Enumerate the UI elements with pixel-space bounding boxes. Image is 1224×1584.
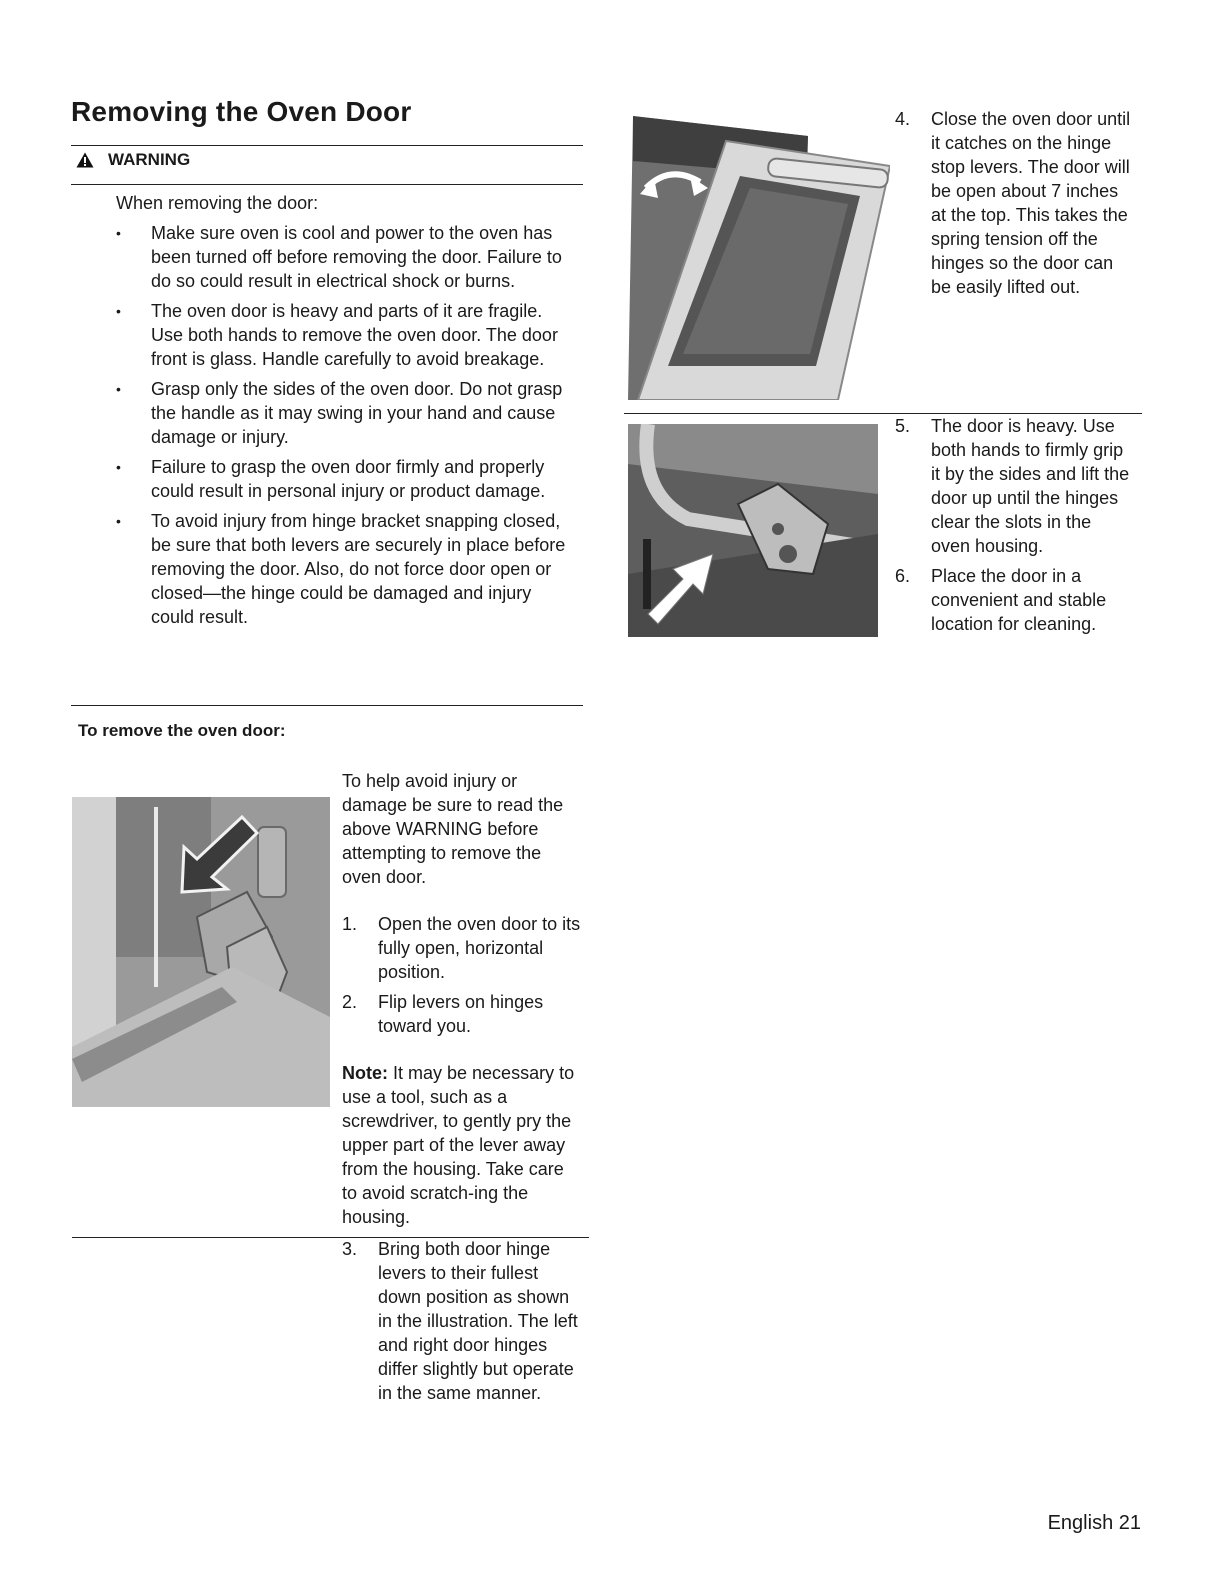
page-footer: English 21 xyxy=(1047,1512,1141,1534)
step-item xyxy=(342,1237,582,1405)
step-number: 1. xyxy=(342,914,358,934)
step-item xyxy=(342,912,587,984)
steps-list-d xyxy=(895,414,1135,642)
warning-triangle-icon xyxy=(76,152,94,168)
warning-bullet: • The oven door is heavy and parts of it are fragile. Use both hands to remove the oven door. The door front is glass. Handle carefully to avoid breakage. xyxy=(116,299,571,371)
step-number: 4. xyxy=(895,109,911,129)
step-number: 6. xyxy=(895,566,911,586)
page-title: Removing the Oven Door xyxy=(71,96,412,127)
note-label: Note: xyxy=(342,1063,388,1083)
step-item xyxy=(895,564,1135,636)
step-text: Bring both door hinge levers to their fullest down position as shown in the illustration. The left and right door hinges differ slightly but operate in the same manner. xyxy=(378,1239,578,1403)
step-text: The door is heavy. Use both hands to firmly grip it by the sides and lift the door up until the hinges clear the slots in the oven housing. xyxy=(931,416,1130,556)
warning-bullet: • Make sure oven is cool and power to the oven has been turned off before removing the door. Failure to do so could result in electrical shock or burns. xyxy=(116,221,571,293)
warning-bullet-list xyxy=(116,221,571,635)
steps-list-b xyxy=(342,1237,582,1411)
warning-intro: When removing the door: xyxy=(116,193,319,213)
procedure-intro: To help avoid injury or damage be sure to read the above WARNING before attempting to remove the oven door. xyxy=(342,771,564,887)
title-divider xyxy=(71,145,583,146)
warning-bullet: • Failure to grasp the oven door firmly and properly could result in personal injury or product damage. xyxy=(116,455,571,503)
steps-list-a xyxy=(342,912,587,1044)
step-text: Open the oven door to its fully open, horizontal position. xyxy=(378,914,581,982)
step-text: Flip levers on hinges toward you. xyxy=(378,992,544,1036)
door-open-illustration xyxy=(628,116,890,400)
warning-bullet: • Grasp only the sides of the oven door. Do not grasp the handle as it may swing in your hand and cause damage or injury. xyxy=(116,377,571,449)
procedure-heading: To remove the oven door: xyxy=(78,721,286,740)
hinge-detail-illustration xyxy=(628,424,878,637)
steps-list-c xyxy=(895,107,1135,305)
step-number: 3. xyxy=(342,1239,358,1259)
warning-end-divider xyxy=(71,705,583,706)
step-item xyxy=(342,990,587,1038)
step-item xyxy=(895,414,1135,558)
step-item xyxy=(895,107,1135,299)
note-paragraph xyxy=(342,1061,582,1229)
warning-header xyxy=(76,150,190,170)
hinge-lever-illustration xyxy=(72,797,330,1107)
warning-label: WARNING xyxy=(108,150,191,169)
step-number: 5. xyxy=(895,416,911,436)
warning-divider xyxy=(71,184,583,185)
step-number: 2. xyxy=(342,992,358,1012)
step-text: Place the door in a convenient and stable location for cleaning. xyxy=(931,566,1107,634)
step-text: Close the oven door until it catches on the hinge stop levers. The door will be open about 7 inches at the top. This takes the spring tension off the hinges so the door can be easily lifted out. xyxy=(931,109,1131,297)
note-text: It may be necessary to use a tool, such as a screwdriver, to gently pry the upper part of the lever away from the housing. Take care to avoid scratch-ing the housing. xyxy=(342,1063,575,1227)
warning-bullet: • To avoid injury from hinge bracket snapping closed, be sure that both levers are securely in place before removing the door. Also, do not force door open or closed—the hinge could be damaged and injury could result. xyxy=(116,509,571,629)
